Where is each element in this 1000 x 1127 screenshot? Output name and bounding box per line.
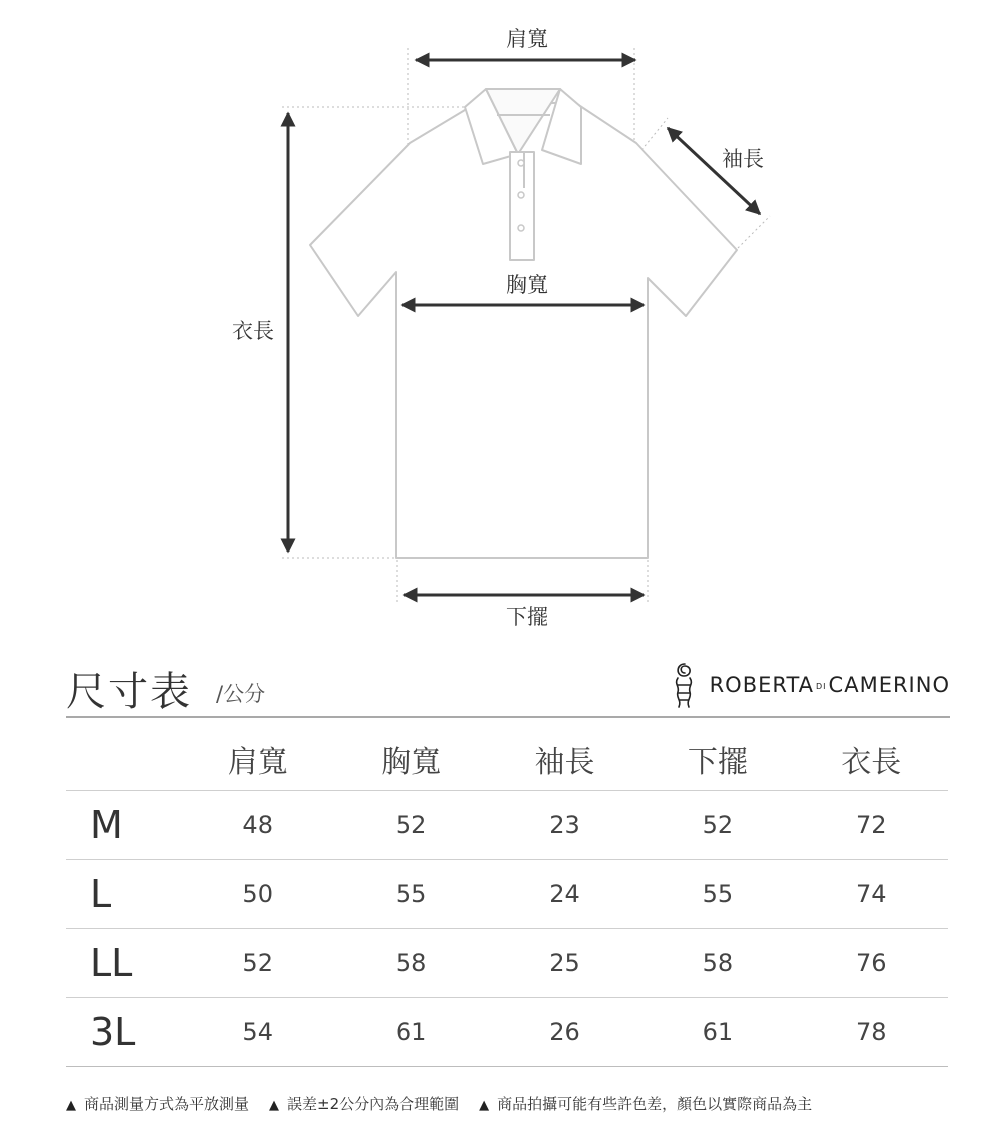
hem-label: 下擺	[506, 605, 548, 629]
footnote-text: 誤差±2公分內為合理範圍	[287, 1095, 460, 1113]
column-header-sleeve: 袖長	[488, 728, 641, 791]
table-cell: 23	[488, 791, 641, 860]
shoulder-label: 肩寬	[506, 27, 548, 51]
table-row	[66, 860, 948, 929]
size-table	[66, 728, 948, 1067]
footnote	[479, 1093, 812, 1114]
table-row	[66, 929, 948, 998]
triangle-icon: ▲	[66, 1098, 76, 1113]
footnotes	[66, 1093, 966, 1114]
table-row	[66, 998, 948, 1067]
table-cell: 58	[641, 929, 794, 998]
table-cell: 48	[181, 791, 334, 860]
length-label: 衣長	[232, 319, 274, 343]
size-chart-title: 尺寸表	[66, 669, 192, 715]
table-cell: 24	[488, 860, 641, 929]
column-header-length: 衣長	[795, 728, 948, 791]
table-cell: 52	[641, 791, 794, 860]
table-header-row	[66, 728, 948, 791]
chest-label: 胸寬	[506, 273, 548, 297]
placket	[510, 152, 534, 260]
size-cell: L	[66, 860, 181, 929]
table-cell: 25	[488, 929, 641, 998]
size-cell: M	[66, 791, 181, 860]
column-header-hem: 下擺	[641, 728, 794, 791]
brand-name-part2: CAMERINO	[828, 673, 950, 697]
table-cell: 55	[641, 860, 794, 929]
table-cell: 50	[181, 860, 334, 929]
header-divider	[66, 716, 950, 718]
column-header-size	[66, 728, 181, 791]
table-cell: 78	[795, 998, 948, 1067]
size-cell: LL	[66, 929, 181, 998]
footnote	[269, 1093, 459, 1114]
brand-name	[710, 673, 950, 697]
triangle-icon: ▲	[479, 1098, 490, 1113]
table-row	[66, 791, 948, 860]
footnote-text: 商品測量方式為平放測量	[84, 1095, 250, 1113]
footnote-text: 商品拍攝可能有些許色差，顏色以實際商品為主	[497, 1095, 813, 1113]
triangle-icon: ▲	[269, 1098, 280, 1113]
table-cell: 61	[334, 998, 487, 1067]
table-cell: 58	[334, 929, 487, 998]
brand-logo	[668, 660, 950, 710]
brand-emblem-icon	[668, 660, 702, 710]
polo-shirt-outline	[310, 89, 737, 558]
brand-name-di: DI	[816, 681, 827, 691]
column-header-shoulder: 肩寬	[181, 728, 334, 791]
table-cell: 72	[795, 791, 948, 860]
table-cell: 55	[334, 860, 487, 929]
table-cell: 52	[181, 929, 334, 998]
column-header-chest: 胸寬	[334, 728, 487, 791]
table-cell: 76	[795, 929, 948, 998]
size-chart-header	[66, 660, 950, 718]
table-cell: 52	[334, 791, 487, 860]
table-cell: 54	[181, 998, 334, 1067]
brand-name-part1: ROBERTA	[709, 673, 815, 697]
table-cell: 26	[488, 998, 641, 1067]
size-cell: 3L	[66, 998, 181, 1067]
unit-label: /公分	[216, 682, 266, 706]
sleeve-label: 袖長	[722, 147, 764, 171]
table-cell: 74	[795, 860, 948, 929]
footnote	[66, 1093, 249, 1114]
table-cell: 61	[641, 998, 794, 1067]
